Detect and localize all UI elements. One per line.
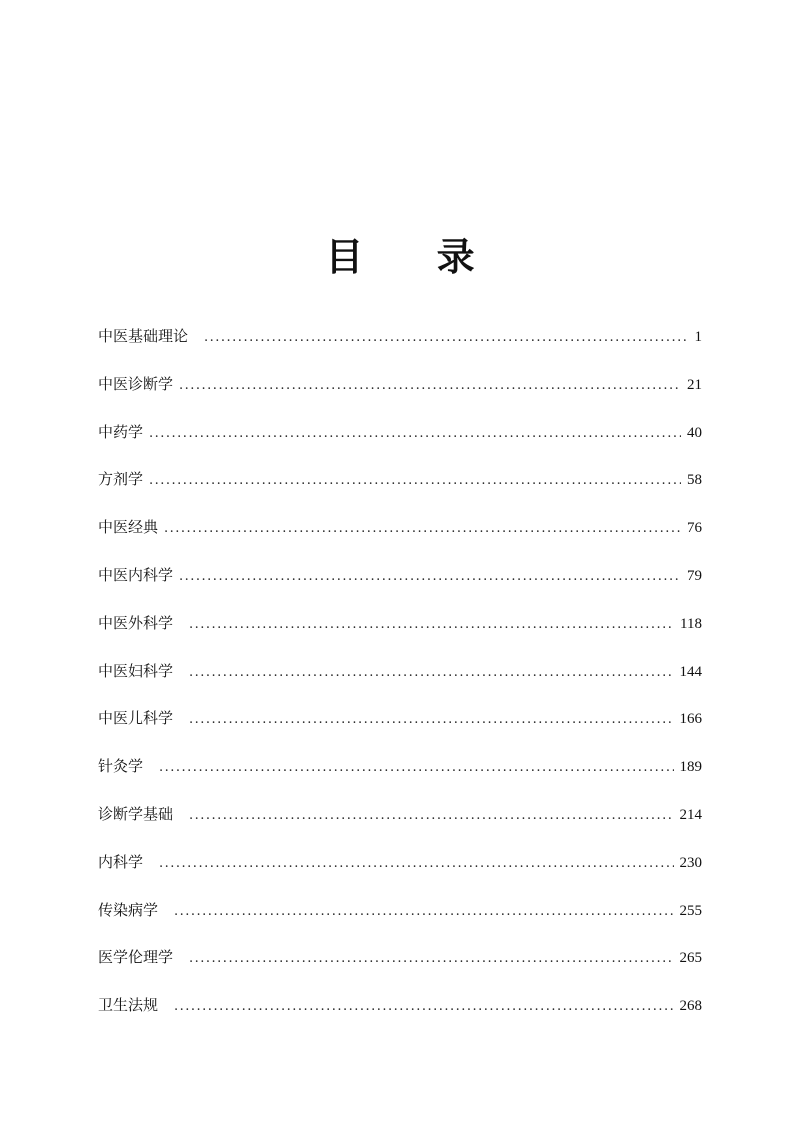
dot-leader (159, 754, 673, 782)
toc-entry-label: 针灸学 (98, 757, 144, 776)
dot-leader (159, 850, 673, 878)
toc-entry-page-number: 21 (687, 376, 702, 393)
toc-entry-label: 卫生法规 (98, 996, 159, 1015)
toc-entry-page-number: 58 (687, 472, 702, 489)
toc-entry[interactable] (98, 609, 702, 657)
page-title (0, 232, 800, 282)
toc-entry-label: 中医诊断学 (98, 374, 174, 393)
toc-entry-label: 中医经典 (98, 518, 159, 537)
dot-leader (149, 420, 681, 448)
toc-entry[interactable] (98, 418, 702, 466)
toc-entry-label: 方剂学 (98, 470, 144, 489)
toc-entry-label: 医学伦理学 (98, 948, 174, 967)
toc-entry-label: 中医外科学 (98, 613, 174, 632)
toc-entry-label: 内科学 (98, 852, 144, 871)
toc-entry-page-number: 265 (679, 950, 702, 967)
toc-entry-label: 中医基础理论 (98, 327, 189, 345)
toc-entry[interactable] (98, 465, 702, 513)
dot-leader (179, 563, 681, 591)
title-char-mu: 目 (325, 235, 364, 279)
toc-entry-label: 中医内科学 (98, 565, 174, 584)
toc-entry[interactable] (98, 704, 702, 752)
toc-entry[interactable] (98, 561, 702, 609)
toc-entry-page-number: 79 (687, 567, 702, 584)
dot-leader (189, 611, 674, 639)
toc-entry-label: 传染病学 (98, 900, 159, 919)
toc-entry-page-number: 166 (679, 711, 702, 728)
toc-entry-page-number: 144 (679, 663, 702, 680)
toc-entry-page-number: 118 (680, 615, 702, 632)
dot-leader (189, 945, 673, 973)
dot-leader (179, 372, 681, 400)
toc-entry[interactable] (98, 657, 702, 705)
toc-entry[interactable] (98, 370, 702, 418)
toc-entry-page-number: 214 (679, 806, 702, 823)
toc-entry[interactable] (98, 752, 702, 800)
toc-entry-page-number: 40 (687, 424, 702, 441)
dot-leader (204, 324, 688, 352)
toc-entry-page-number: 76 (687, 520, 702, 537)
toc-entry-label: 中医妇科学 (98, 661, 174, 680)
dot-leader (174, 993, 673, 1021)
toc-entry-page-number: 1 (694, 329, 702, 345)
dot-leader (149, 467, 681, 495)
dot-leader (189, 802, 673, 830)
dot-leader (189, 659, 673, 687)
toc-entry-page-number: 255 (679, 902, 702, 919)
toc-entry[interactable] (98, 896, 702, 944)
toc-entry-page-number: 189 (679, 759, 702, 776)
toc-entry-page-number: 268 (679, 998, 702, 1015)
toc-entry[interactable] (98, 848, 702, 896)
toc-entry[interactable] (98, 322, 702, 370)
toc-entry-label: 诊断学基础 (98, 804, 174, 823)
toc-entry-label: 中药学 (98, 422, 144, 441)
table-of-contents (98, 322, 702, 1039)
toc-entry-page-number: 230 (679, 854, 702, 871)
dot-leader (189, 706, 673, 734)
toc-entry[interactable] (98, 800, 702, 848)
toc-entry[interactable] (98, 991, 702, 1039)
dot-leader (174, 898, 673, 926)
toc-entry[interactable] (98, 943, 702, 991)
title-char-lu: 录 (436, 235, 475, 279)
dot-leader (164, 515, 681, 543)
toc-entry-label: 中医儿科学 (98, 709, 174, 728)
toc-entry[interactable] (98, 513, 702, 561)
